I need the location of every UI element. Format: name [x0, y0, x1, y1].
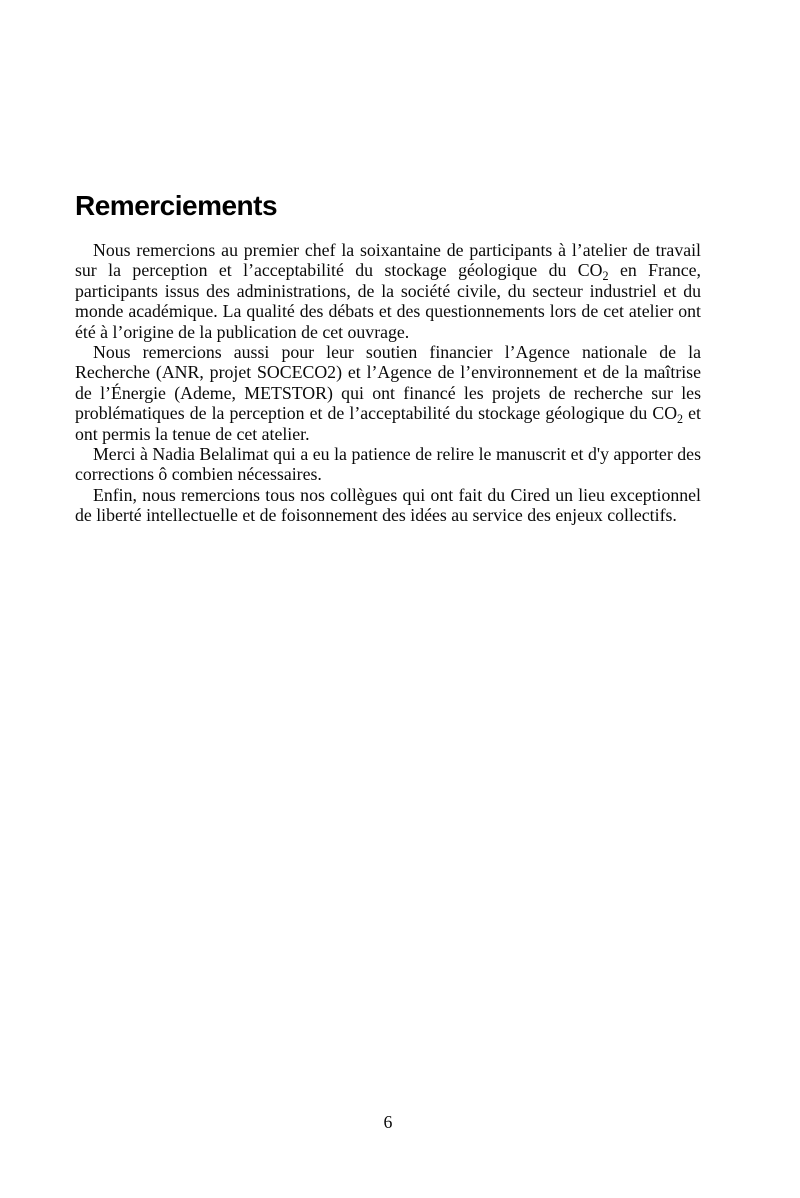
body-text — [75, 240, 701, 526]
paragraph: Nous remercions aussi pour leur soutien financier l’Agence nationale de la Recherche (ANR, projet SOCECO2) et l’Agence de l’environnement et de la maîtrise de l’Énergie (Ademe, METSTOR) qui ont financé les projets de recherche sur les problématiques de la perception et de l’acceptabilité du stockage géologique du $CO_2$ et ont permis la tenue de cet atelier. — [75, 342, 701, 444]
paragraph: Merci à Nadia Belalimat qui a eu la patience de relire le manuscrit et d'y apporter des corrections ô combien nécessaires. — [75, 444, 701, 485]
page-title: Remerciements — [75, 190, 278, 221]
paragraph: Nous remercions au premier chef la soixantaine de participants à l’atelier de travail sur la perception et l’acceptabilité du stockage géologique du $CO_2$ en France, participants issus des administrations, de la société civile, du secteur industriel et du monde académique. La qualité des débats et des questionnements lors de cet atelier ont été à l’origine de la publication de cet ouvrage. — [75, 240, 701, 342]
page-number: 6 — [383, 1112, 393, 1132]
paragraph: Enfin, nous remercions tous nos collègues qui ont fait du Cired un lieu exceptionnel de liberté intellectuelle et de foisonnement des idées au service des enjeux collectifs. — [75, 484, 701, 526]
